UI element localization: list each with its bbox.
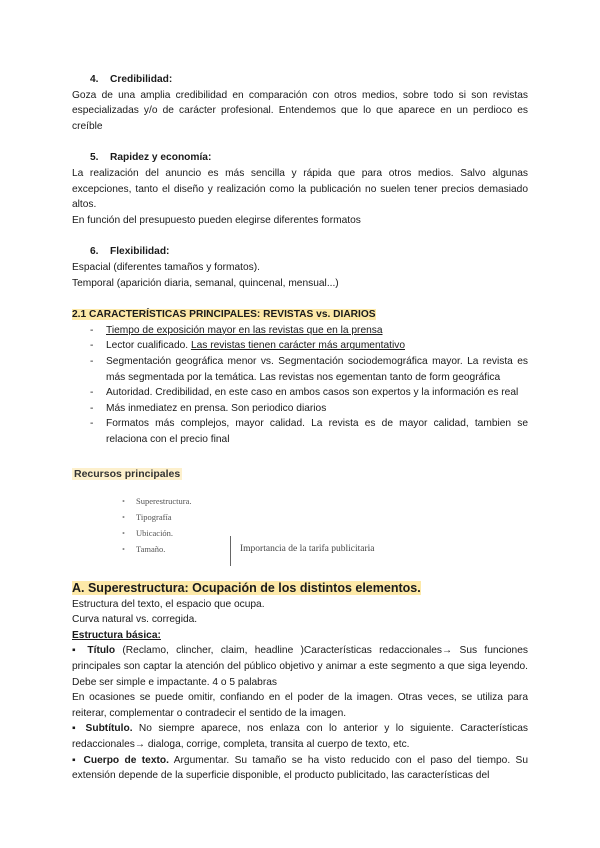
- list-item: - Más inmediatez en prensa. Son periodico diarios: [90, 401, 528, 417]
- bracket: [230, 536, 237, 566]
- recurso-item: • Ubicación.: [122, 525, 528, 541]
- heading-flexibilidad: [72, 244, 528, 260]
- recurso-item: • Tamaño.: [122, 541, 528, 557]
- list-item: - Lector cualificado. Las revistas tienen carácter más argumentativo: [90, 338, 528, 354]
- list-item: - Tiempo de exposición mayor en las revistas que en la prensa: [90, 323, 528, 339]
- paragraph-subtitulo: ▪ Subtítulo. No siempre aparece, nos enlaza con lo anterior y lo siguiente. Características redaccionales→ dialoga, corrige, completa, transita al cuerpo de texto, etc.: [72, 723, 529, 750]
- list-item: - Autoridad. Credibilidad, en este caso en ambos casos son expertos y la información es real: [90, 385, 528, 401]
- recursos-title: Recursos principales: [74, 468, 181, 481]
- paragraph-cuerpo: ▪ Cuerpo de texto. Argumentar. Su tamaño se ha visto reducido con el paso del tiempo. Su extensión depende de la superficie disponible, el producto publicitado, las características del: [72, 754, 528, 782]
- comparison-list: [72, 323, 528, 448]
- heading-text: Flexibilidad:: [110, 246, 170, 258]
- heading-text: Credibilidad:: [110, 74, 173, 85]
- recurso-item: • Superestructura.: [122, 493, 528, 509]
- line-curva: Curva natural vs. corregida.: [72, 614, 198, 626]
- heading-number: 4.: [90, 74, 99, 85]
- line-temporal: Temporal (aparición diaria, semanal, quincenal, mensual...): [72, 277, 339, 289]
- paragraph-titulo-2: En ocasiones se puede omitir, confiando en el poder de la imagen. Otras veces, se utiliza para reiterar, complementar o contradecir el sentido de la imagen.: [72, 692, 528, 719]
- heading-number: 6.: [90, 246, 99, 258]
- paragraph-titulo: ▪ Título (Reclamo, clincher, claim, headline )Características redaccionales→ Sus funciones principales son captar la atención del público objetivo y animar a este segmento a que siga leyendo. Debe ser simple e impactante. 4 o 5 palabras: [72, 645, 528, 688]
- recursos-figure: [122, 493, 528, 565]
- paragraph-credibilidad: Goza de una amplia credibilidad en comparación con otros medios, sobre todo si son revistas especializadas y/o de carácter profesional. Entendemos que lo que aparece en un perdioco es creíble: [72, 89, 528, 132]
- document-page: [72, 72, 528, 784]
- list-item: - Formatos más complejos, mayor calidad. La revista es de mayor calidad, tambien se relaciona con el precio final: [90, 416, 528, 447]
- heading-rapidez: [72, 150, 528, 166]
- heading-number: 5.: [90, 152, 99, 164]
- section-title-superestructura: A. Superestructura: Ocupación de los distintos elementos.: [72, 581, 421, 596]
- paragraph-rapidez: La realización del anuncio es más sencilla y rápida que para otros medios. Salvo algunas excepciones, tanto el diseño y realización como la publicación no suelen tener precios demasiado altos.: [72, 167, 528, 211]
- recurso-item: • Tipografía: [122, 509, 528, 525]
- paragraph-presupuesto: En función del presupuesto pueden elegirse diferentes formatos: [72, 214, 361, 226]
- line-espacial: Espacial (diferentes tamaños y formatos).: [72, 261, 260, 273]
- section-title-revistas-diarios: 2.1 CARACTERÍSTICAS PRINCIPALES: REVISTAS vs. DIARIOS: [72, 309, 376, 321]
- heading-text: Rapidez y economía:: [110, 152, 212, 164]
- list-item: - Segmentación geográfica menor vs. Segmentación sociodemográfica mayor. La revista es más segmentada por la temática. Las revistas nos egementan tanto de form geográfica: [90, 354, 528, 385]
- heading-estructura-basica: Estructura básica:: [72, 629, 161, 641]
- recurso-note: Importancia de la tarifa publicitaria: [240, 544, 375, 555]
- heading-credibilidad: [72, 72, 528, 88]
- line-estructura: Estructura del texto, el espacio que ocupa.: [72, 598, 265, 610]
